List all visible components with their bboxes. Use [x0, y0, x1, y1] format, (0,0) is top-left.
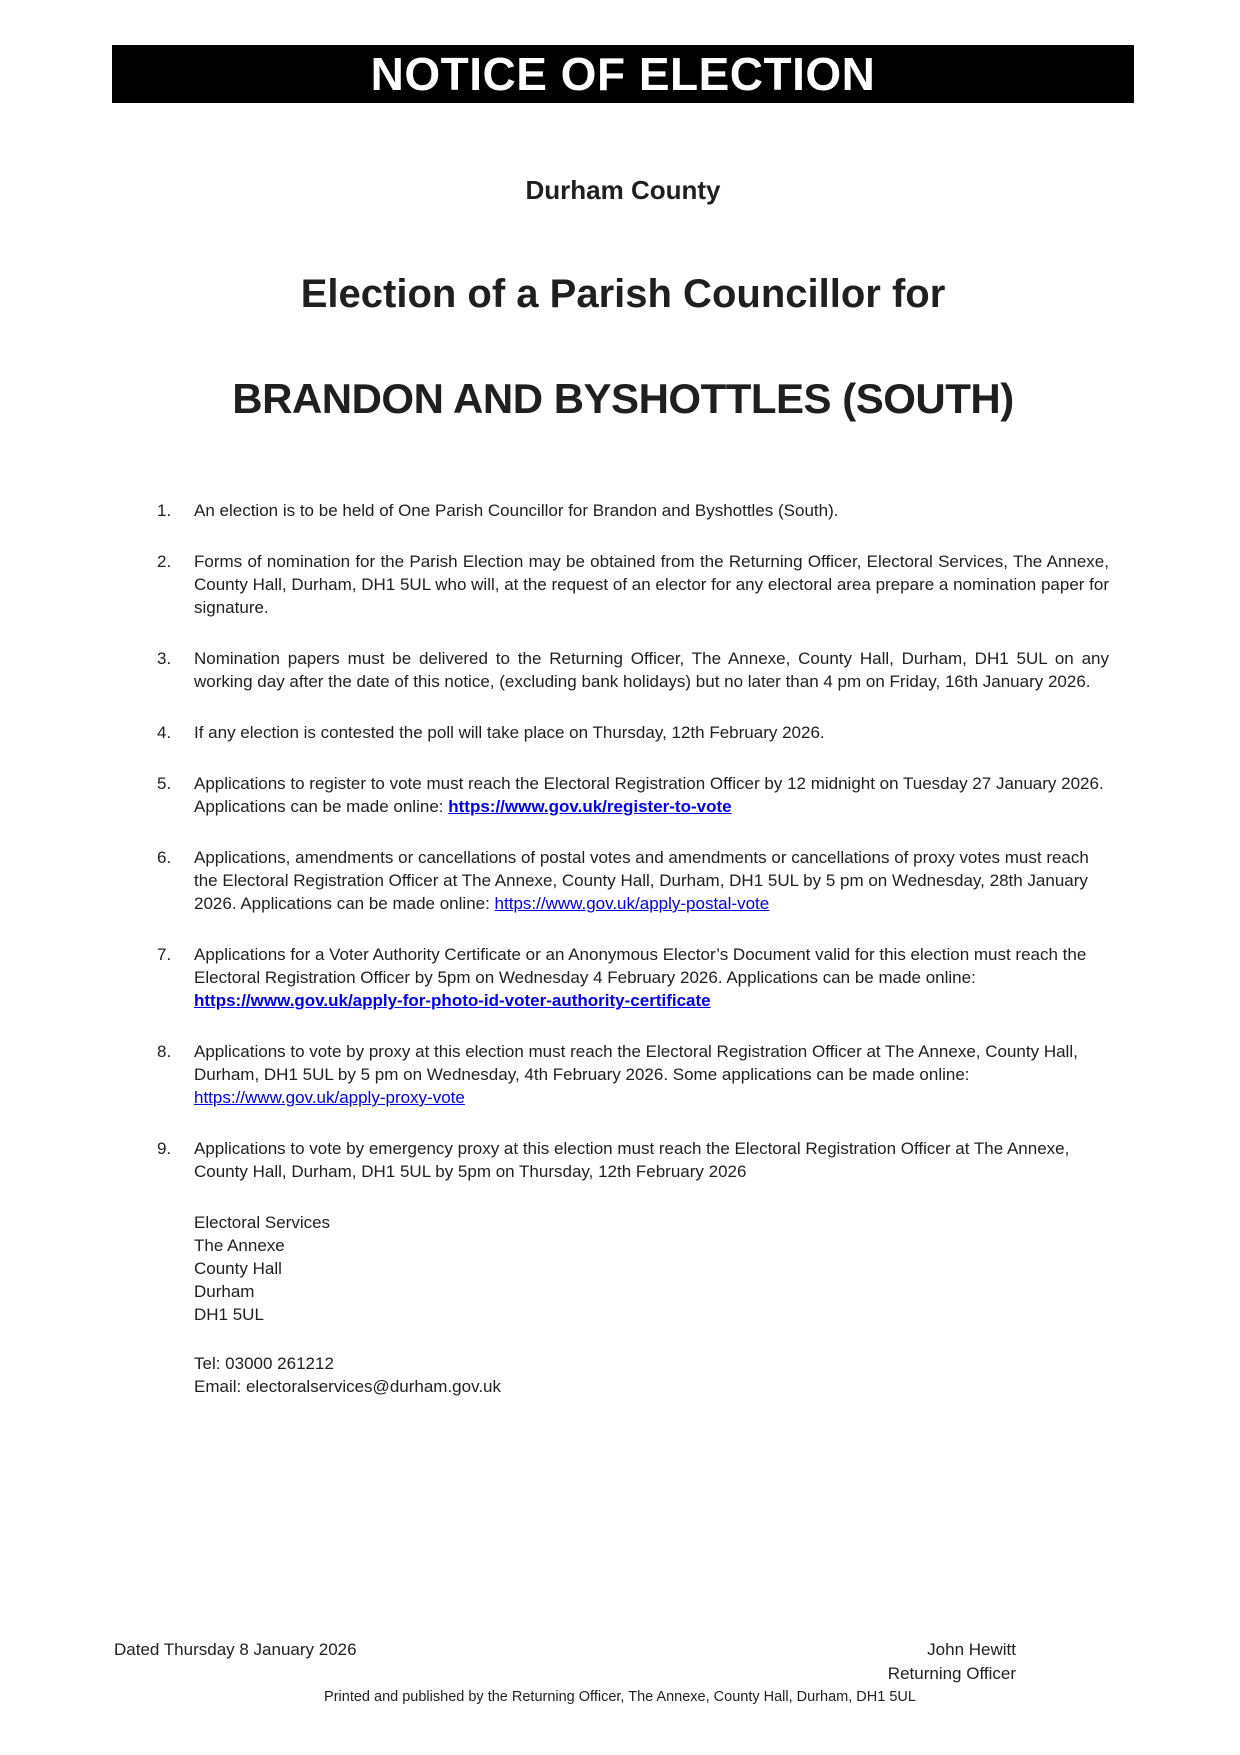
notice-item-9: [157, 1137, 1109, 1183]
officer-name: John Hewitt: [927, 1640, 1016, 1659]
notice-item-4: [157, 721, 1109, 744]
contact-block: [194, 1352, 1240, 1398]
notice-number: 9.: [157, 1139, 172, 1158]
officer-title: Returning Officer: [887, 1664, 1016, 1683]
notice-number: 2.: [157, 552, 172, 571]
notice-text: Forms of nomination for the Parish Election may be obtained from the Returning Officer, Electoral Services, The Annexe, County Hall, Durham, DH1 5UL who will, at the request of an elector for any electoral area prepare a nomination paper for signature.: [194, 552, 1110, 617]
dated-line: Dated Thursday 8 January 2026: [114, 1640, 357, 1659]
notice-number: 6.: [157, 848, 172, 867]
notice-number: 1.: [157, 501, 172, 520]
notice-item-2: [157, 550, 1109, 619]
notice-number: 3.: [157, 649, 172, 668]
notice-item-1: [157, 499, 1109, 522]
notice-text: If any election is contested the poll will take place on Thursday, 12th February 2026.: [194, 723, 825, 742]
notice-number: 8.: [157, 1042, 172, 1061]
notice-text: Applications, amendments or cancellations of postal votes and amendments or cancellations of proxy votes must reach the Electoral Registration Officer at The Annexe, County Hall, Durham, DH1 5UL by 5 pm on Wednesday, 28th January 2026. Applications can be made online: https://www.gov.uk/apply-postal-vote: [194, 848, 1089, 913]
notice-number: 5.: [157, 774, 172, 793]
telephone-line: Tel: 03000 261212: [194, 1354, 334, 1373]
notice-text: Applications to vote by proxy at this election must reach the Electoral Registration Officer at The Annexe, County Hall, Durham, DH1 5UL by 5 pm on Wednesday, 4th February 2026. Some applications can be made online: https://www.gov.uk/apply-proxy-vote: [194, 1042, 1078, 1107]
notice-item-7: [157, 943, 1109, 1012]
link-apply-postal-vote[interactable]: https://www.gov.uk/apply-postal-vote: [494, 894, 770, 913]
notice-text: Applications to vote by emergency proxy at this election must reach the Electoral Registration Officer at The Annexe, County Hall, Durham, DH1 5UL by 5pm on Thursday, 12th February 2026: [194, 1139, 1070, 1181]
notice-text: Applications to register to vote must reach the Electoral Registration Officer by 12 midnight on Tuesday 27 January 2026. Applications can be made online: https://www.gov.uk/register-to-vote: [194, 774, 1104, 816]
area-title: BRANDON AND BYSHOTTLES (SOUTH): [232, 375, 1014, 422]
printed-line: Printed and published by the Returning Officer, The Annexe, County Hall, Durham, DH1 5UL: [324, 1689, 916, 1705]
notice-text: An election is to be held of One Parish Councillor for Brandon and Byshottles (South).: [194, 501, 839, 520]
link-apply-for-photo-id-voter-authority-certificate[interactable]: https://www.gov.uk/apply-for-photo-id-voter-authority-certificate: [194, 991, 711, 1010]
notice-item-8: [157, 1040, 1109, 1109]
address-line: DH1 5UL: [194, 1305, 264, 1324]
election-title: Election of a Parish Councillor for: [300, 272, 946, 316]
address-line: County Hall: [194, 1259, 282, 1278]
document-footer: [0, 1638, 1240, 1707]
notice-list: [157, 499, 1109, 1183]
notice-text: Nomination papers must be delivered to the Returning Officer, The Annexe, County Hall, Durham, DH1 5UL on any working day after the date of this notice, (excluding bank holidays) but no later than 4 pm on Friday, 16th January 2026.: [194, 649, 1109, 691]
notice-item-6: [157, 846, 1109, 915]
notice-text: Applications for a Voter Authority Certificate or an Anonymous Elector’s Document valid for this election must reach the Electoral Registration Officer by 5pm on Wednesday 4 February 2026. Applications can be made online: https://www.gov.uk/apply-for-photo-id-voter-authority-certificate: [194, 945, 1087, 1010]
notice-item-3: [157, 647, 1109, 693]
officer-block: [888, 1638, 1016, 1686]
link-register-to-vote[interactable]: https://www.gov.uk/register-to-vote: [448, 797, 732, 816]
address-line: The Annexe: [194, 1236, 285, 1255]
authority-name: Durham County: [525, 175, 721, 205]
link-apply-proxy-vote[interactable]: https://www.gov.uk/apply-proxy-vote: [194, 1088, 465, 1107]
notice-banner: [112, 45, 1134, 103]
address-block: [194, 1211, 1240, 1326]
notice-number: 7.: [157, 945, 172, 964]
address-line: Durham: [194, 1282, 255, 1301]
address-line: Electoral Services: [194, 1213, 331, 1232]
notice-item-5: [157, 772, 1109, 818]
banner-title: NOTICE OF ELECTION: [370, 48, 876, 100]
email-line: Email: electoralservices@durham.gov.uk: [194, 1377, 502, 1396]
notice-number: 4.: [157, 723, 172, 742]
